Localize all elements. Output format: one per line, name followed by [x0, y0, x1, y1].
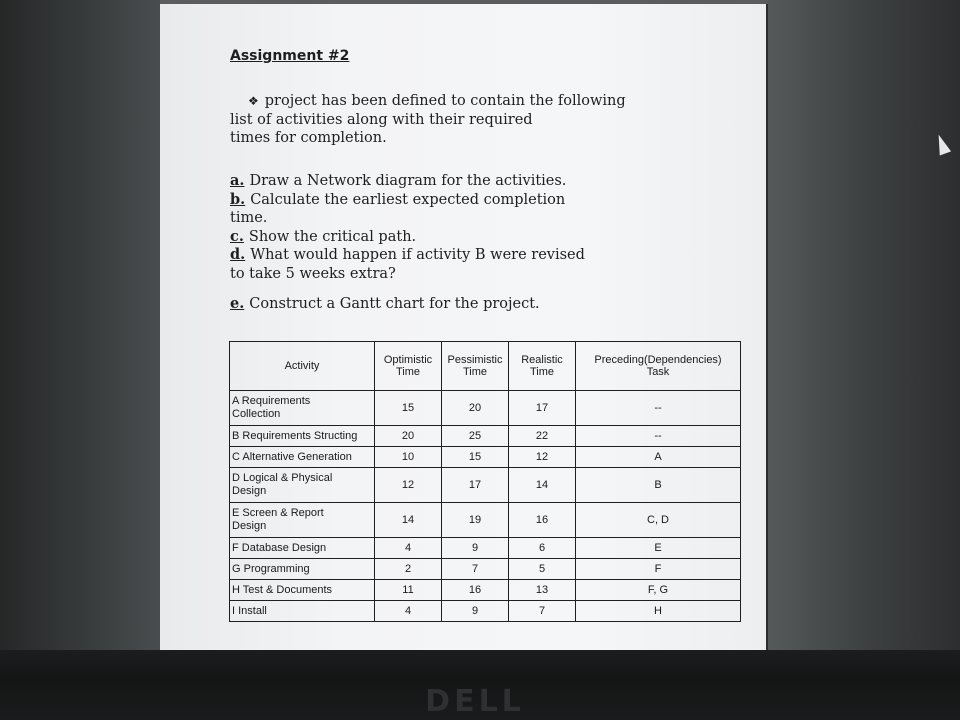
table-row: [230, 391, 741, 426]
optimistic-cell: 2: [375, 559, 442, 580]
pessimistic-cell: 25: [442, 426, 509, 447]
table-row: [230, 447, 741, 468]
activity-table: [229, 341, 741, 622]
question-a: a. Draw a Network diagram for the activities.: [230, 172, 567, 189]
activity-cell: B Requirements Structing: [230, 426, 375, 447]
realistic-cell: 6: [509, 538, 576, 559]
preceding-cell: A: [576, 447, 741, 468]
realistic-cell: 5: [509, 559, 576, 580]
monitor-right-background: [768, 0, 960, 655]
optimistic-cell: 10: [375, 447, 442, 468]
realistic-cell: 22: [509, 426, 576, 447]
question-c: c. Show the critical path.: [230, 227, 417, 245]
pessimistic-cell: 15: [442, 447, 509, 468]
activity-cell: A Requirements Collection: [230, 391, 375, 426]
header-pessimistic: Pessimistic Time: [442, 342, 509, 391]
table-row: [230, 538, 741, 559]
intro-paragraph: [230, 92, 660, 148]
activity-cell: F Database Design: [230, 538, 375, 559]
preceding-cell: E: [576, 538, 741, 559]
table-row: [230, 426, 741, 447]
realistic-cell: 17: [509, 391, 576, 426]
dell-logo: DELL: [425, 684, 525, 719]
realistic-cell: 7: [509, 601, 576, 622]
realistic-cell: 14: [509, 468, 576, 503]
document-page: [160, 4, 766, 654]
table-row: [230, 503, 741, 538]
preceding-cell: B: [576, 468, 741, 503]
preceding-cell: F: [576, 559, 741, 580]
question-list: [230, 172, 660, 314]
question-b-continued: time.: [230, 210, 268, 226]
table-row: [230, 580, 741, 601]
question-b: b. Calculate the earliest expected completion: [230, 190, 566, 208]
header-optimistic: Optimistic Time: [375, 342, 442, 391]
header-preceding: Preceding(Dependencies) Task: [576, 342, 741, 391]
optimistic-cell: 12: [375, 468, 442, 503]
pessimistic-cell: 17: [442, 468, 509, 503]
intro-line: list of activities along with their required: [230, 111, 533, 128]
pessimistic-cell: 19: [442, 503, 509, 538]
activity-cell: H Test & Documents: [230, 580, 375, 601]
realistic-cell: 12: [509, 447, 576, 468]
pessimistic-cell: 9: [442, 601, 509, 622]
activity-cell: G Programming: [230, 559, 375, 580]
table-row: [230, 468, 741, 503]
preceding-cell: C, D: [576, 503, 741, 538]
preceding-cell: --: [576, 426, 741, 447]
activity-cell: D Logical & Physical Design: [230, 468, 375, 503]
pessimistic-cell: 16: [442, 580, 509, 601]
intro-line: ❖ project has been defined to contain the following: [248, 93, 626, 109]
question-d-continued: to take 5 weeks extra?: [230, 265, 396, 282]
preceding-cell: --: [576, 391, 741, 426]
activity-cell: C Alternative Generation: [230, 447, 375, 468]
table-header-row: [230, 342, 741, 391]
bullet-diamond-icon: ❖: [248, 94, 259, 108]
pessimistic-cell: 20: [442, 391, 509, 426]
question-d: d. What would happen if activity B were revised: [230, 246, 585, 263]
table-row: [230, 559, 741, 580]
activity-cell: I Install: [230, 601, 375, 622]
assignment-title: Assignment #2: [230, 48, 350, 64]
optimistic-cell: 14: [375, 503, 442, 538]
table-row: [230, 601, 741, 622]
activity-cell: E Screen & Report Design: [230, 503, 375, 538]
question-e: e. Construct a Gantt chart for the project.: [230, 295, 540, 312]
pessimistic-cell: 7: [442, 559, 509, 580]
pessimistic-cell: 9: [442, 538, 509, 559]
preceding-cell: H: [576, 601, 741, 622]
header-activity: Activity: [230, 342, 375, 391]
monitor-left-background: [0, 0, 160, 655]
optimistic-cell: 20: [375, 426, 442, 447]
optimistic-cell: 11: [375, 580, 442, 601]
preceding-cell: F, G: [576, 580, 741, 601]
optimistic-cell: 4: [375, 538, 442, 559]
realistic-cell: 13: [509, 580, 576, 601]
header-realistic: Realistic Time: [509, 342, 576, 391]
realistic-cell: 16: [509, 503, 576, 538]
intro-line: times for completion.: [230, 130, 387, 146]
optimistic-cell: 4: [375, 601, 442, 622]
optimistic-cell: 15: [375, 391, 442, 426]
